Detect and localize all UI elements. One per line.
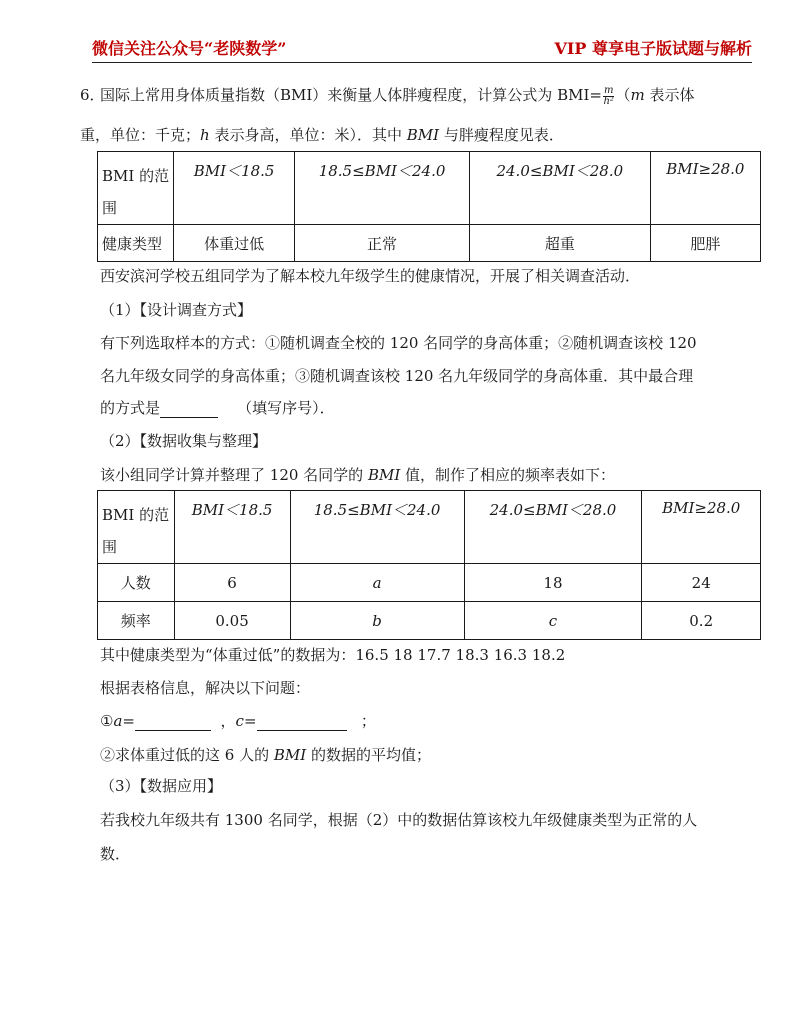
comma: ，	[220, 712, 236, 730]
answer-blank-method	[160, 401, 218, 418]
circled-one: ①	[100, 712, 114, 730]
table2-count-cell: 18	[464, 564, 642, 602]
part2-bmi: BMI	[367, 466, 401, 484]
resolve-line: 根据表格信息，解决以下问题：	[100, 679, 311, 697]
table2-freq-cell: 0.05	[174, 602, 290, 640]
table1-range-label: BMI 的范围	[98, 152, 174, 225]
table2-freq-label: 频率	[98, 602, 175, 640]
question-number: 6．	[80, 86, 105, 104]
semicolon: ；	[360, 712, 376, 730]
table1-type-cell: 正常	[295, 225, 470, 262]
part1-line-3-text: 的方式是	[100, 399, 161, 417]
part3-line-1: 若我校九年级共有 1300 名同学，根据（2）中的数据估算该校九年级健康类型为正常的人	[100, 811, 698, 829]
part2-text: 值，制作了相应的频率表如下：	[400, 466, 616, 484]
header-vip-notice: VIP 尊享电子版试题与解析	[554, 39, 752, 58]
equals-sign: =	[122, 712, 135, 730]
intro-text: 表示身高，单位：米）．其中	[209, 126, 407, 144]
intro-text: （	[615, 86, 631, 104]
table2-range-cell: 18.5≤BMI＜24.0	[290, 491, 464, 564]
table1-range-cell: 24.0≤BMI＜28.0	[469, 152, 650, 225]
table2-freq-cell: c	[464, 602, 642, 640]
var-c: c	[235, 712, 244, 730]
table2-range-cell: 24.0≤BMI＜28.0	[464, 491, 642, 564]
fraction-denominator: h²	[603, 95, 614, 107]
q2-bmi: BMI	[273, 746, 307, 764]
q2-text: ②求体重过低的这 6 人的	[100, 746, 274, 764]
part2-title: （2）【数据收集与整理】	[100, 432, 268, 450]
table1-type-cell: 超重	[469, 225, 650, 262]
table2-range-cell: BMI＜18.5	[174, 491, 290, 564]
part1-line-3-text: （填写序号）．	[237, 399, 335, 417]
var-a: a	[113, 712, 123, 730]
underweight-data-line: 其中健康类型为“体重过低”的数据为：16.5 18 17.7 18.3 16.3 18.2	[100, 646, 566, 664]
part1-line-3	[100, 398, 335, 418]
intro-var-m: m	[630, 86, 645, 104]
bmi-category-table	[97, 151, 761, 262]
table2-range-label: BMI 的范围	[98, 491, 175, 564]
table1-range-cell: 18.5≤BMI＜24.0	[295, 152, 470, 225]
question-2-2	[100, 745, 431, 765]
part3-line-2: 数．	[100, 845, 131, 863]
part3-title: （3）【数据应用】	[100, 777, 223, 795]
header-wechat-notice: 微信关注公众号“老陕数学”	[92, 39, 287, 58]
equals-sign: =	[243, 712, 257, 730]
intro-text: 与胖瘦程度见表．	[439, 126, 564, 144]
fraction-numerator: m	[603, 84, 614, 96]
table1-range-cell: BMI＜18.5	[174, 152, 295, 225]
table2-count-cell: 6	[174, 564, 290, 602]
bmi-formula-fraction	[603, 86, 614, 107]
part1-line-1: 有下列选取样本的方式：①随机调查全校的 120 名同学的身高体重；②随机调查该校 120	[100, 334, 697, 352]
table2-count-cell: a	[290, 564, 464, 602]
part2-line-1	[100, 465, 615, 485]
table2-range-cell: BMI≥28.0	[642, 491, 761, 564]
bmi-frequency-table	[97, 490, 761, 640]
question-2-1	[100, 711, 376, 731]
part1-line-2: 名九年级女同学的身高体重；③随机调查该校 120 名九年级同学的身高体重．其中最合理	[100, 367, 694, 385]
table1-type-cell: 体重过低	[174, 225, 295, 262]
table2-count-label: 人数	[98, 564, 175, 602]
table1-type-label: 健康类型	[98, 225, 174, 262]
intro-text: 重，单位：千克；	[80, 126, 201, 144]
intro-var-h: h	[200, 126, 210, 144]
table2-freq-cell: b	[290, 602, 464, 640]
question-intro-line-1	[100, 85, 694, 107]
q2-text: 的数据的平均值；	[306, 746, 431, 764]
question-intro-line-2	[80, 125, 564, 145]
answer-blank-c	[257, 714, 347, 731]
table1-range-cell: BMI≥28.0	[650, 152, 760, 225]
part1-title: （1）【设计调查方式】	[100, 301, 253, 319]
table1-type-cell: 肥胖	[650, 225, 760, 262]
table2-freq-cell: 0.2	[642, 602, 761, 640]
part2-text: 该小组同学计算并整理了 120 名同学的	[100, 466, 368, 484]
intro-bmi: BMI	[406, 126, 440, 144]
table2-count-cell: 24	[642, 564, 761, 602]
intro-text: 表示体	[644, 86, 695, 104]
answer-blank-a	[135, 714, 211, 731]
intro-text: 国际上常用身体质量指数（BMI）来衡量人体胖瘦程度，计算公式为 BMI=	[100, 86, 602, 104]
page-header	[92, 32, 752, 63]
activity-paragraph: 西安滨河学校五组同学为了解本校九年级学生的健康情况，开展了相关调查活动．	[100, 267, 641, 285]
